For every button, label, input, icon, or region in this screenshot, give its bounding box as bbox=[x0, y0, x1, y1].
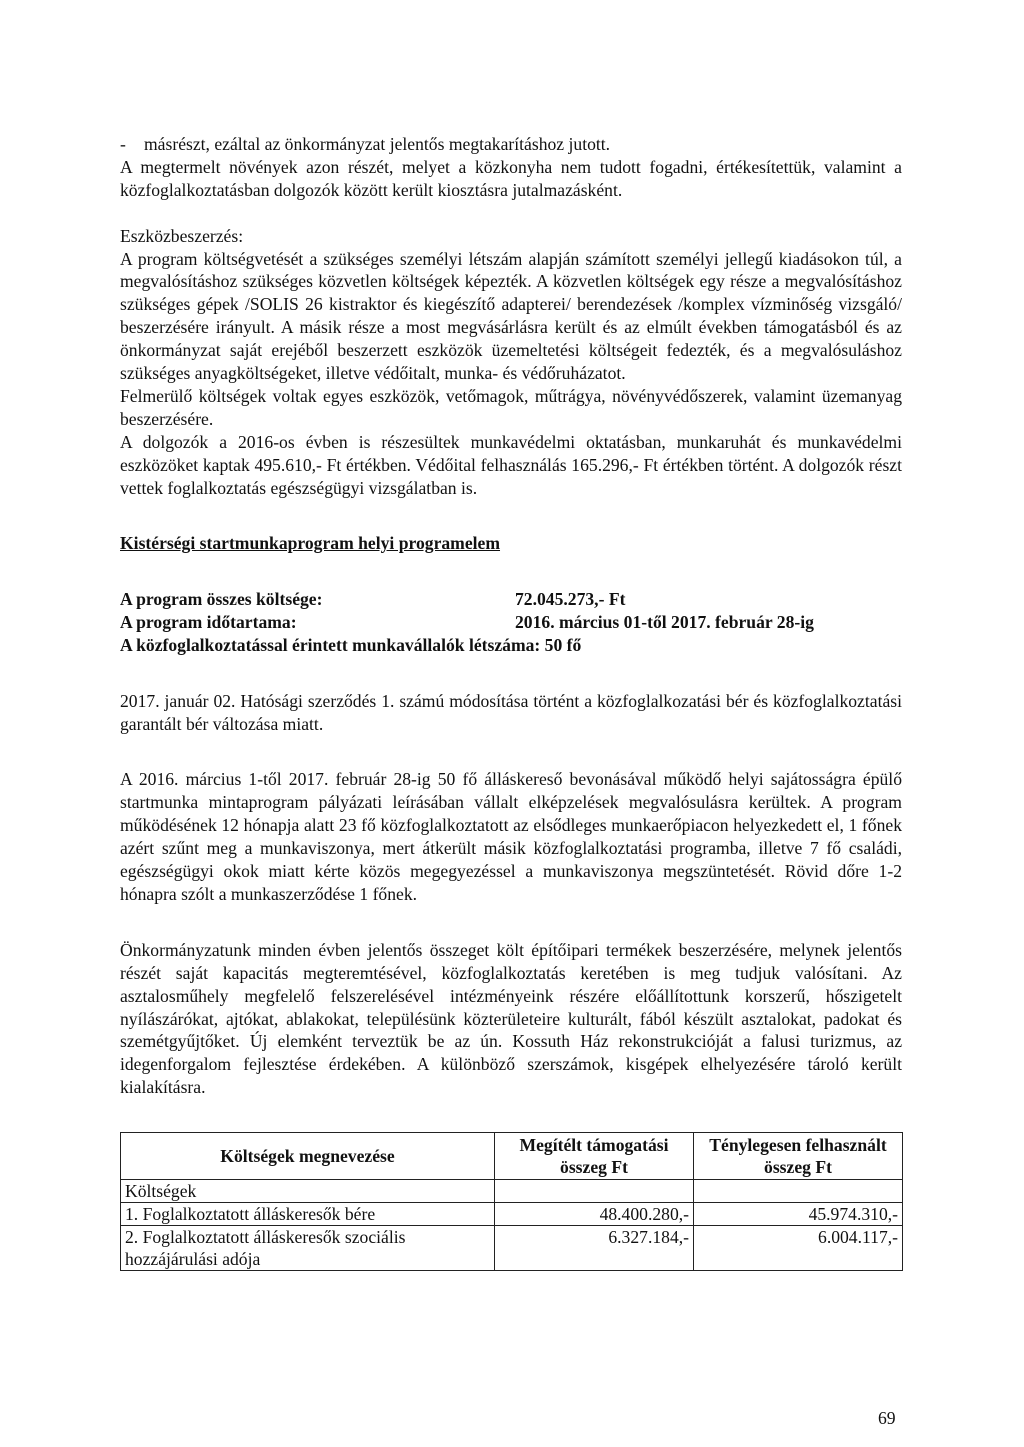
bullet-text: másrészt, ezáltal az önkormányzat jelentős megtakarításhoz jutott. bbox=[144, 134, 611, 154]
table-header-row bbox=[121, 1133, 903, 1180]
paragraph-onkormanyzat: Önkormányzatunk minden évben jelentős összeget költ építőipari termékek beszerzésére, melynek jelentős részét saját kapacitás megteremtésével, közfoglalkoztatás keretében is meg tudjuk valósítani. Az asztalosműhely megfelelő felszerelésével intézményeink részére előállítottunk korszerű, hőszigetelt nyílászárókat, ajtókat, ablakokat, településünk közterületeire kulturált, fából készült asztalokat, padokat és szemétgyűjtőket. Új elemként terveztük be az ún. Kossuth Ház rekonstrukcióját a falusi turizmus, az idegenforgalom fejlesztése érdekében. A különböző szerszámok, kisgépek elhelyezésére tároló került kialakításra. bbox=[120, 939, 902, 1098]
section-title: Kistérségi startmunkaprogram helyi programelem bbox=[120, 533, 501, 554]
bullet-dash: - bbox=[120, 134, 126, 154]
table-row bbox=[121, 1203, 903, 1226]
program-duration-value: 2016. március 01-től 2017. február 28-ig bbox=[515, 612, 814, 633]
row-cost-name: 2. Foglalkoztatott álláskeresők szociális hozzájárulási adója bbox=[121, 1226, 495, 1271]
table-section-row bbox=[121, 1180, 903, 1203]
paragraph-eszkozbeszerzes: A program költségvetését a szükséges személyi létszám alapján számított személyi jellegű kiadásokon túl, a megvalósításhoz szükséges közvetlen költségek képezték. A közvetlen költségek egy része a megvalósításhoz szükséges gépek /SOLIS 26 kistraktor és kiegészítő adapterei/ berendezések /komplex vízminőség vizsgáló/ beszerzésére irányult. A másik része a most megvásárlásra került és az elmúlt években támogatásból és az önkormányzat saját erejéből beszerzett eszközök üzemeltetési költségeit fedezték, és a megvalósuláshoz szükséges anyagköltségeket, illetve védőitalt, munka- és védőruházatot. bbox=[120, 248, 902, 384]
header-cost-name: Költségek megnevezése bbox=[121, 1133, 495, 1180]
header-granted: Megítélt támogatási összeg Ft bbox=[495, 1133, 694, 1180]
program-duration-label: A program időtartama: bbox=[120, 612, 297, 633]
paragraph-intro: A megtermelt növények azon részét, melyet a közkonyha nem tudott fogadni, értékesítettük, valamint a közfoglalkoztatásban dolgozók között került kiosztásra jutalmazásként. bbox=[120, 156, 902, 200]
paragraph-felmerulo: Felmerülő költségek voltak egyes eszközök, vetőmagok, műtrágya, növényvédőszerek, valamint üzemanyag beszerzésére. bbox=[120, 385, 902, 429]
row-cost-name: 1. Foglalkoztatott álláskeresők bére bbox=[121, 1203, 495, 1226]
row-used: 6.004.117,- bbox=[694, 1226, 903, 1271]
header-used: Ténylegesen felhasznált összeg Ft bbox=[694, 1133, 903, 1180]
row-used: 45.974.310,- bbox=[694, 1203, 903, 1226]
row-granted: 48.400.280,- bbox=[495, 1203, 694, 1226]
program-workers-row bbox=[120, 634, 902, 657]
program-workers-line: A közfoglalkoztatással érintett munkavállalók létszáma: 50 fő bbox=[120, 634, 582, 655]
program-cost-value: 72.045.273,- Ft bbox=[515, 589, 626, 610]
paragraph-dolgozok: A dolgozók a 2016-os évben is részesültek munkavédelmi oktatásban, munkaruhát és munkavédelmi eszközöket kaptak 495.610,- Ft értékben. Védőital felhasználás 165.296,- Ft értékben történt. A dolgozók részt vettek foglalkoztatás egészségügyi vizsgálatban is. bbox=[120, 431, 902, 498]
paragraph-marcius: A 2016. március 1-től 2017. február 28-ig 50 fő álláskereső bevonásával működő helyi sajátosságra épülő startmunka mintaprogram pályázati leírásában vállalt elképzelések megvalósulásra kerültek. A program működésének 12 hónapja alatt 23 fő közfoglalkoztatott az elsődleges munkaerőpiacon helyezkedett el, 1 főnek azért szűnt meg a munkaviszonya, mert átkerült másik közfoglalkoztatási programba, illetve 7 fő családi, egészségügyi okok miatt kérte közös megegyezéssel a munkaviszonya megszüntetését. Rövid dőre 1-2 hónapra szólt a munkaszerződése 1 főnek. bbox=[120, 769, 902, 905]
page-number: 69 bbox=[878, 1408, 896, 1428]
heading-eszkozbeszerzes: Eszközbeszerzés: bbox=[120, 225, 244, 246]
program-duration-row bbox=[120, 611, 902, 634]
row-granted: 6.327.184,- bbox=[495, 1226, 694, 1271]
program-cost-label: A program összes költsége: bbox=[120, 589, 323, 610]
bullet-item bbox=[120, 133, 902, 156]
cost-table bbox=[120, 1132, 903, 1271]
paragraph-januar: 2017. január 02. Hatósági szerződés 1. számú módosítása történt a közfoglalkozatási bér és közfoglalkoztatási garantált bér változása miatt. bbox=[120, 690, 902, 734]
program-cost-row bbox=[120, 588, 902, 611]
document-page bbox=[120, 133, 902, 1271]
section-row-label: Költségek bbox=[121, 1180, 495, 1203]
table-row bbox=[121, 1226, 903, 1271]
